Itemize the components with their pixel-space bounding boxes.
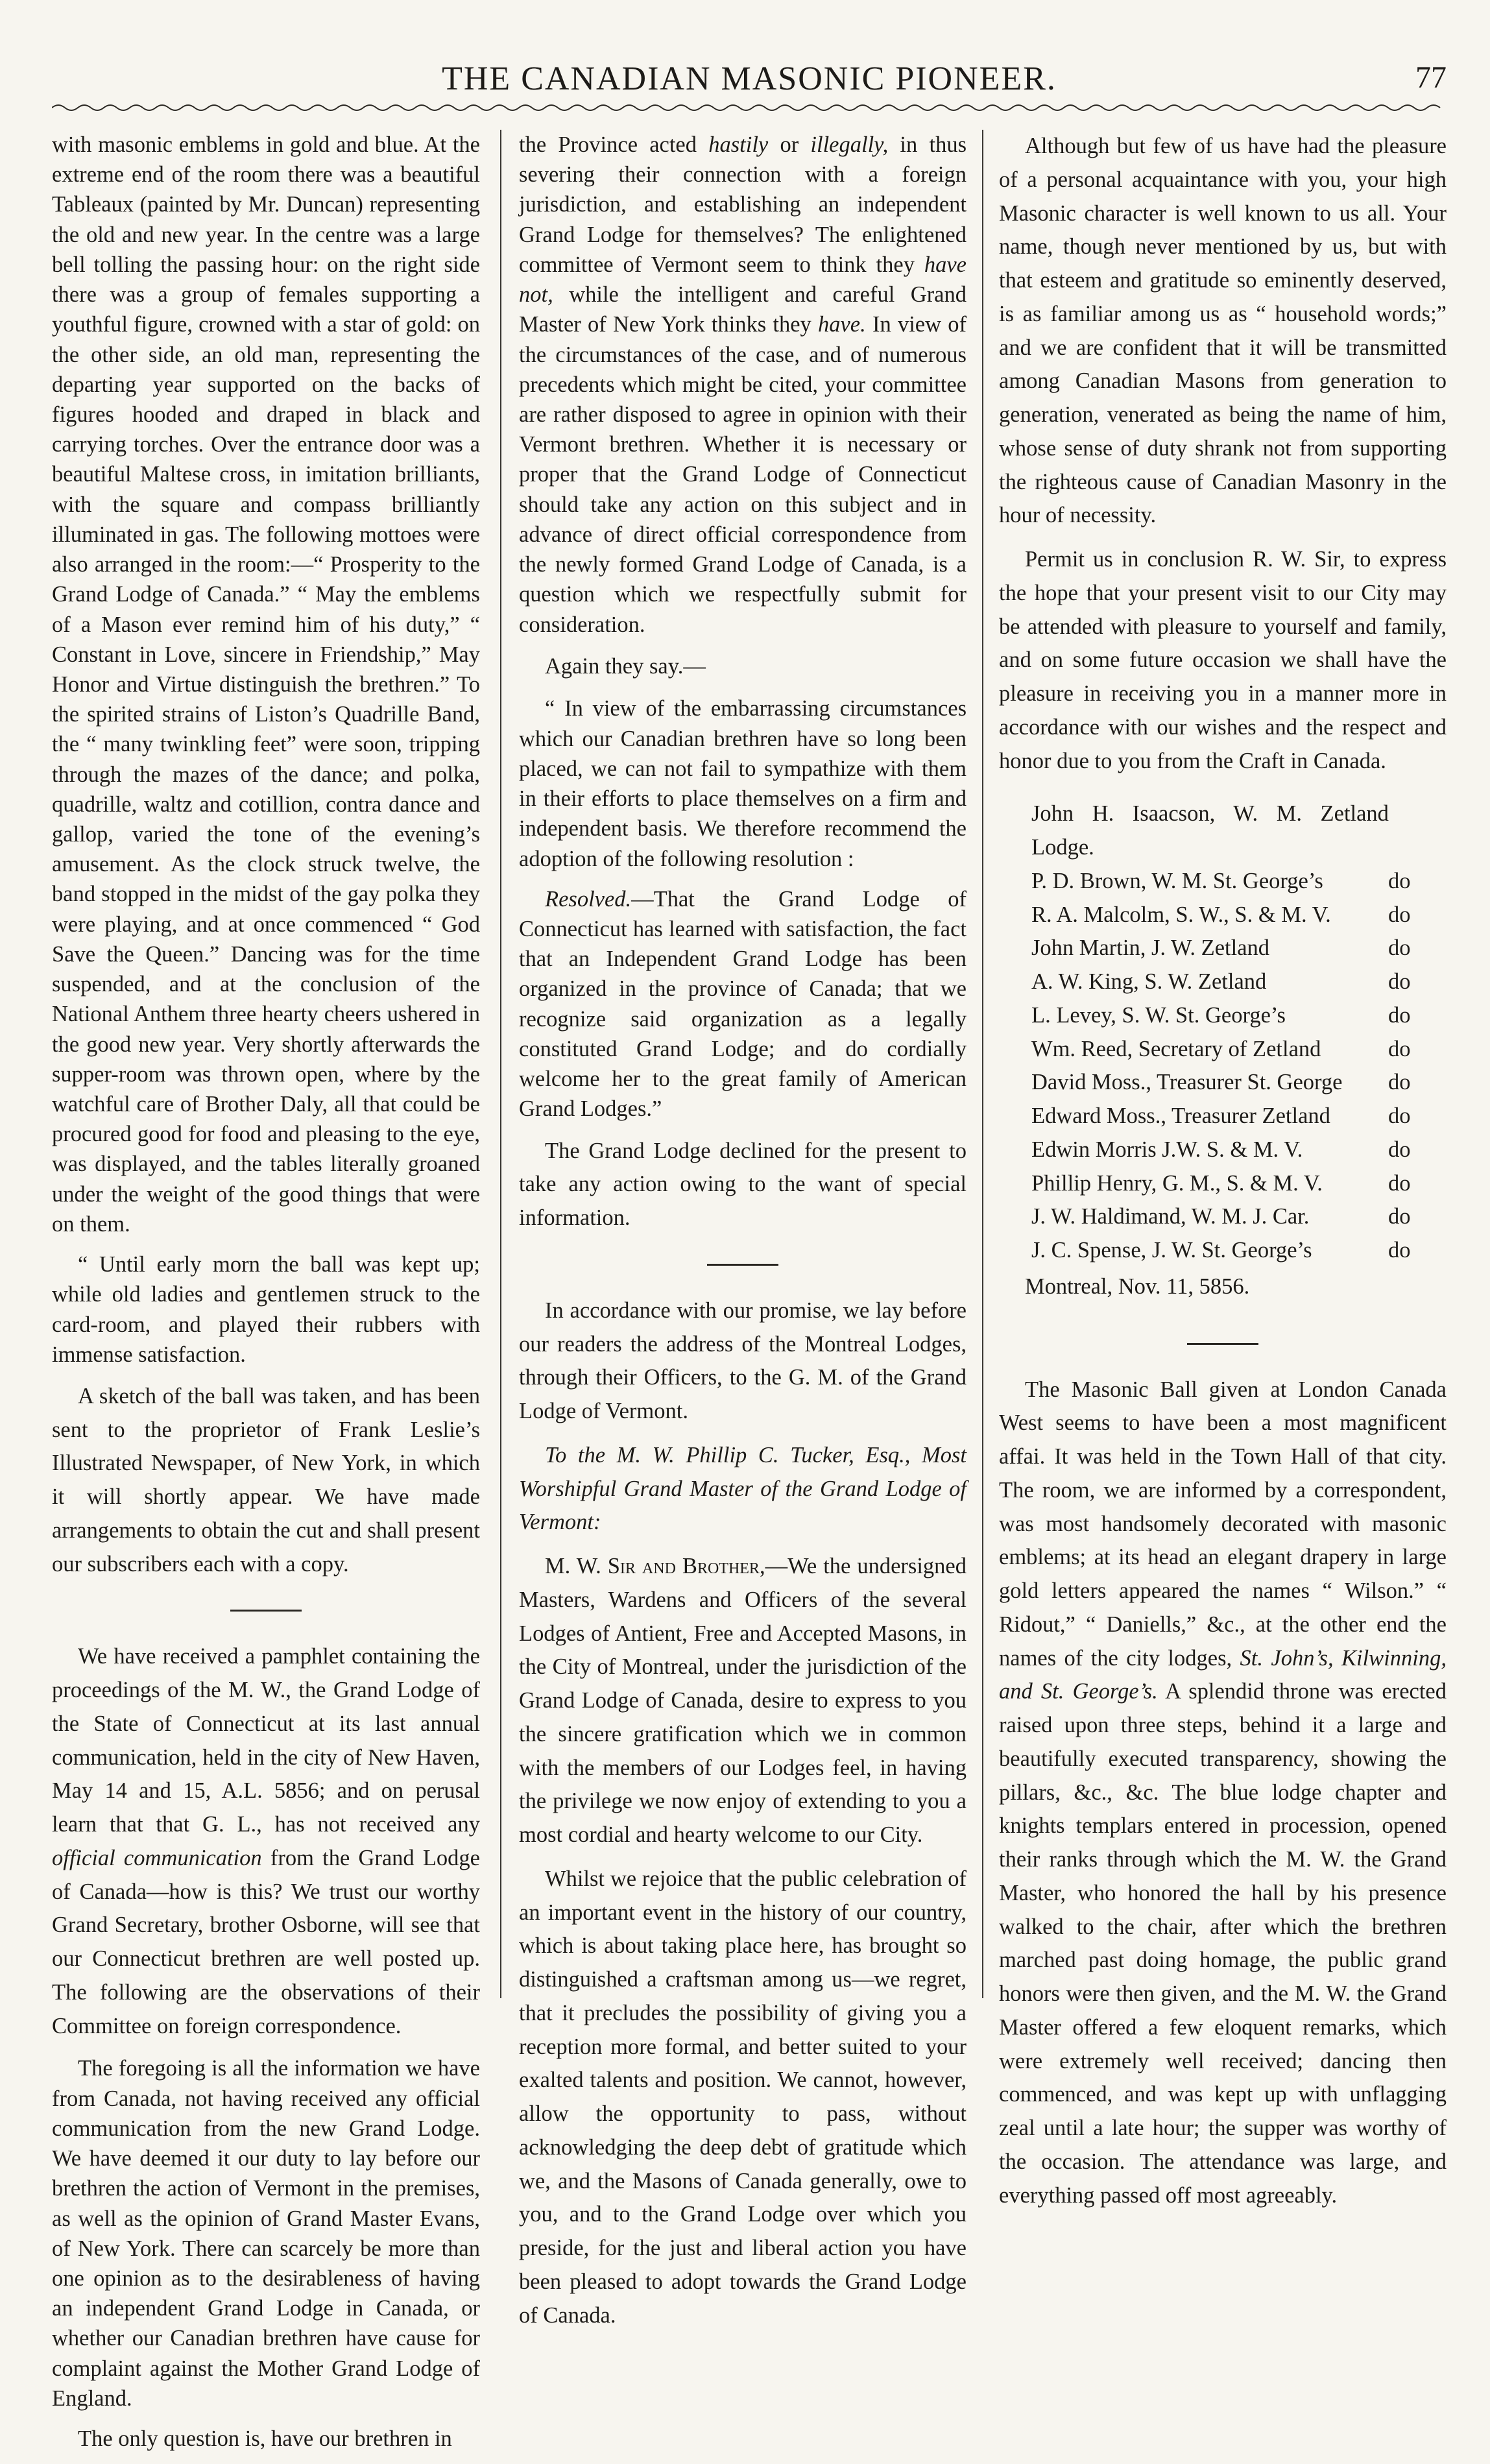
rejoice-paragraph: Whilst we rejoice that the public celebration of an important event in the history of our country, which is about taking place here, has brought so distinguished a craftsman among us—we regret, that it precludes the possibility of giving you a reception more formal, and better suited to your exalted talents and position. We cannot, however, allow the opportunity to pass, without acknowledging the deep debt of gratitude which we, and the Masons of Canada generally, owe to you, and to the Grand Lodge over which you preside, for the just and liberal action you have been pleased to adopt towards the Grand Lodge of Canada. xyxy=(519,1866,967,2328)
signature-row: J. C. Spense, J. W. St. George’s do xyxy=(1031,1238,1411,1262)
signature-row: John H. Isaacson, W. M. Zetland Lodge. xyxy=(1031,801,1389,860)
london-ball-paragraph: The Masonic Ball given at London Canada West seems to have been a most magnificent affai. It was held in the Town Hall of that city. The room, we are informed by a correspondent, was most handsomely decorated with masonic emblems; at its head an elegant drapery in large gold letters appeared the names “ Wilson.” “ Ridout,” “ Daniells,” &c., at the other end the names of the city lodges, St. John’s, Kilwinning, and St. George’s. A splendid throne was erected raised upon three steps, behind it a large and beautifully executed transparency, showing the pillars, &c., &c. The blue lodge chapter and knights templars entered in procession, opened their ranks through which the M. W. the Grand Master, who honored the hall by his presence walked to the chair, after which the brethren marched past doing homage, the public grand honors were then given, and the M. W. the Grand Master offered a few eloquent remarks, which were extremely well received; dancing then commenced, and was kept up with unflagging zeal until a late hour; the supper was worthy of the occasion. The attendance was large, and everything passed off most agreeably. xyxy=(999,1377,1447,2208)
signature-row: Phillip Henry, G. M., S. & M. V. do xyxy=(1031,1170,1411,1196)
sketch-paragraph: A sketch of the ball was taken, and has been sent to the proprietor of Frank Leslie’s Illustrated Newspaper, of New York, in which it will shortly appear. We have made arrangements to obtain the cut and shall present our subscribers each with a copy. xyxy=(52,1383,480,1576)
signature-row: Edwin Morris J.W. S. & M. V. do xyxy=(1031,1137,1411,1162)
column-1 xyxy=(52,130,480,2464)
connecticut-paragraph: We have received a pamphlet containing the proceedings of the M. W., the Grand Lodge of the State of Connecticut at its last annual communication, held in the city of New Haven, May 14 and 15, A.L. 5856; and on perusal learn that that G. L., has not received any official communication from the Grand Lodge of Canada—how is this? We trust our worthy Grand Secretary, brother Osborne, will see that our Connecticut brethren are well posted up. The following are the observations of their Committee on foreign correspondence. xyxy=(52,1644,480,2038)
province-paragraph: the Province acted hastily or illegally, in thus severing their connection with a foreign jurisdiction, and establishing an independent Grand Lodge for themselves? The enlightened committee of Vermont seem to think they have not, while the intelligent and careful Grand Master of New York thinks they have. In view of the circumstances of the case, and of numerous precedents which might be cited, your committee are rather disposed to agree in opinion with their Vermont brethren. Whether it is necessary or proper that the Grand Lodge of Connecticut should take any action on this subject and in advance of direct official correspondence from the newly formed Grand Lodge of Canada, is a question which we respectfully submit for consideration. xyxy=(519,132,967,637)
signature-list xyxy=(999,797,1447,1303)
salutation-paragraph: M. W. Sir and Brother,—We the undersigned Masters, Wardens and Officers of the several Lodges of Antient, Free and Accepted Masons, in the City of Montreal, under the jurisdiction of the Grand Lodge of Canada, desire to express to you the sincere gratification which we in common with the members of our Lodges feel, in having the privilege we now enjoy of extending to you a most cordial and hearty welcome to our City. xyxy=(519,1554,967,1848)
journal-title: THE CANADIAN MASONIC PIONEER. xyxy=(442,60,1057,97)
signature-row: J. W. Haldimand, W. M. J. Car. do xyxy=(1031,1204,1411,1229)
dateline: Montreal, Nov. 11, 5856. xyxy=(1025,1274,1250,1299)
signature-row: L. Levey, S. W. St. George’s do xyxy=(1031,1002,1411,1028)
acquaintance-paragraph: Although but few of us have had the pleasure of a personal acquaintance with you, your high Masonic character is well known to us all. Your name, though never mentioned by us, but with that esteem and gratitude so eminently deserved, is as familiar among us as “ household words;” and we are confident that it will be transmitted among Canadian Masons from generation to generation, venerated as being the name of him, whose sense of duty shrank not from supporting the righteous cause of Canadian Masonry in the hour of necessity. xyxy=(999,134,1447,528)
signature-row: P. D. Brown, W. M. St. George’s do xyxy=(1031,868,1411,893)
column-divider-right xyxy=(982,130,983,1998)
foregoing-paragraph: The foregoing is all the information we have from Canada, not having received any official communication from the new Grand Lodge. We have deemed it our duty to lay before our brethren the action of Vermont in the premises, as well as the opinion of Grand Master Evans, of New York. There can scarcely be more than one opinion as to the desirableness of having an independent Grand Lodge in Canada, or whether our Canadian brethren have cause for complaint against the Mother Grand Lodge of England. xyxy=(52,2056,480,2411)
again-they-say: Again they say.— xyxy=(545,653,706,679)
embarrassing-paragraph: “ In view of the embarrassing circumstances which our Canadian brethren have so long been placed, we can not fail to sympathize with them in their efforts to place themselves on a firm and independent basis. We therefore recommend the adoption of the following resolution : xyxy=(519,696,967,871)
signature-row: David Moss., Treasurer St. George do xyxy=(1031,1070,1411,1095)
signature-row: John Martin, J. W. Zetland do xyxy=(1031,936,1411,961)
section-separator xyxy=(230,1610,302,1612)
signature-row: A. W. King, S. W. Zetland do xyxy=(1031,969,1411,994)
page-number: 77 xyxy=(1415,60,1447,95)
declined-paragraph: The Grand Lodge declined for the present to take any action owing to the want of special information. xyxy=(519,1138,967,1231)
column-3 xyxy=(999,130,1447,2223)
question-paragraph: The only question is, have our brethren in xyxy=(78,2426,452,2452)
signature-row: Edward Moss., Treasurer Zetland do xyxy=(1031,1104,1411,1128)
signature-row: R. A. Malcolm, S. W., S. & M. V. do xyxy=(1031,902,1411,927)
column-divider-left xyxy=(500,130,501,1998)
conclusion-paragraph: Permit us in conclusion R. W. Sir, to express the hope that your present visit to our City may be attended with pleasure to yourself and family, and on some future occasion we shall have the pleasure in receiving you in a manner more in accordance with our wishes and the respect and honor due to you from the Craft in Canada. xyxy=(999,547,1447,773)
header-wavy-rule xyxy=(52,103,1447,113)
resolution-paragraph: Resolved.—That the Grand Lodge of Connecticut has learned with satisfaction, the fact that an Independent Grand Lodge has been organized in the province of Canada; that we recognize said organization as a legally constituted Grand Lodge; and do cordially welcome her to the great family of American Grand Lodges.” xyxy=(519,886,967,1122)
section-separator xyxy=(1187,1343,1258,1345)
column-2 xyxy=(519,130,967,2343)
ball-continued-paragraph: “ Until early morn the ball was kept up; while old ladies and gentlemen struck to the card-room, and played their rubbers with immense satisfaction. xyxy=(52,1252,480,1367)
section-separator xyxy=(707,1264,778,1266)
promise-paragraph: In accordance with our promise, we lay before our readers the address of the Montreal Lodges, through their Officers, to the G. M. of the Grand Lodge of Vermont. xyxy=(519,1298,967,1424)
signature-row: Wm. Reed, Secretary of Zetland do xyxy=(1031,1036,1411,1061)
address-heading: To the M. W. Phillip C. Tucker, Esq., Most Worshipful Grand Master of the Grand Lodge of Vermont: xyxy=(519,1442,967,1535)
ball-description-paragraph: with masonic emblems in gold and blue. At the extreme end of the room there was a beautiful Tableaux (painted by Mr. Duncan) representing the old and new year. In the centre was a large bell tolling the passing hour: on the right side there was a group of females supporting a youthful figure, crowned with a star of gold: on the other side, an old man, representing the departing year supported on the backs of figures hooded and draped in black and carrying torches. Over the entrance door was a beautiful Maltese cross, in imitation brilliants, with the square and compass brilliantly illuminated in gas. The following mottoes were also arranged in the room:—“ Prosperity to the Grand Lodge of Canada.” “ May the emblems of a Mason ever remind him of his duty,” “ Constant in Love, sincere in Friendship,” May Honor and Virtue distinguish the brethren.” To the spirited strains of Liston’s Quadrille Band, the “ many twinkling feet” were soon, tripping through the mazes of the dance; and polka, quadrille, waltz and cotillion, contra dance and gallop, varied the tone of the evening’s amusement. As the clock struck twelve, the band stopped in the midst of the gay polka they were playing, and at once commenced “ God Save the Queen.” Dancing was for the time suspended, and at the conclusion of the National Anthem three hearty cheers ushered in the good new year. Very shortly afterwards the supper-room was thrown open, where by the watchful care of Brother Daly, all that could be procured good for food and pleasing to the eye, was displayed, and the tables literally groaned under the weight of the good things that were on them. xyxy=(52,132,480,1237)
